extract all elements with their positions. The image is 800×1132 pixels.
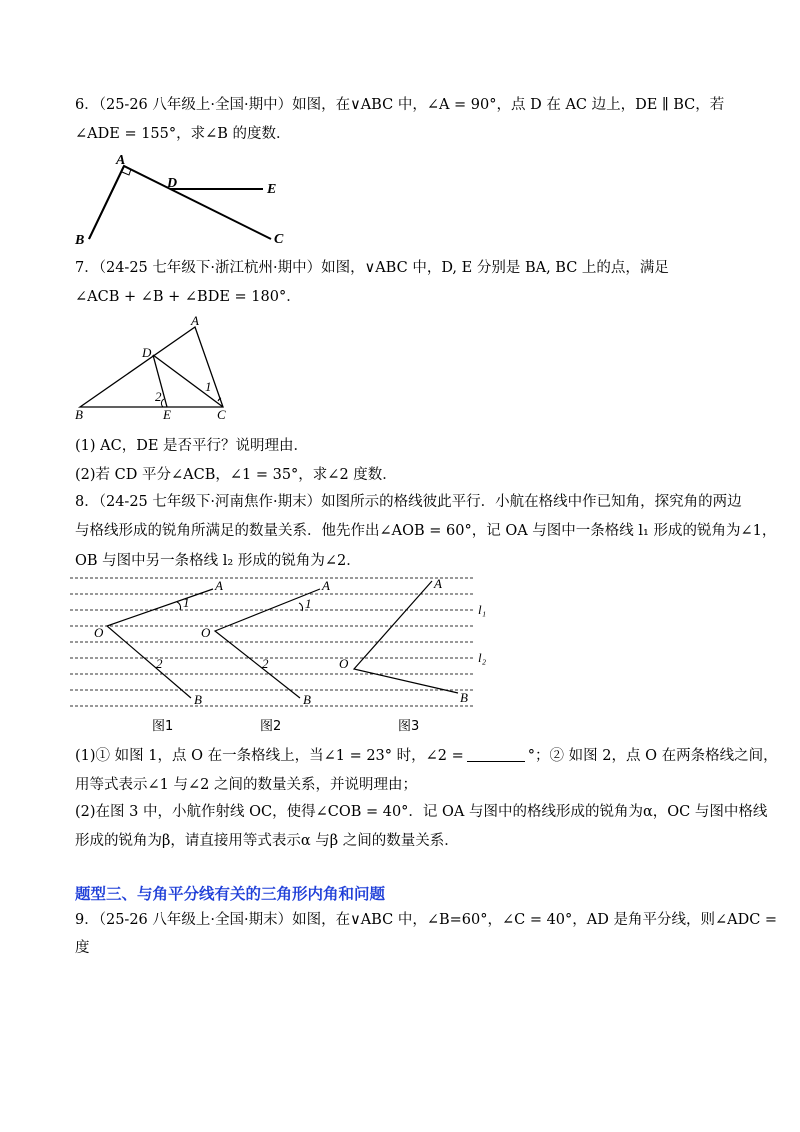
q7-label-D: D bbox=[142, 345, 152, 360]
q8-label-l1: l₁ bbox=[478, 602, 487, 617]
q6-label-D: D bbox=[167, 176, 178, 191]
q8-sub1-line1 bbox=[75, 746, 778, 766]
q8-fig2-label-2: 2 bbox=[262, 656, 269, 671]
q8-line1: 8．（24-25 七年级下·河南焦作·期末）如图所示的格线彼此平行．小航在格线中作已知角，探究角的两边 bbox=[75, 494, 742, 510]
q7-line1: 7．（24-25 七年级下·浙江杭州·期中）如图，∨ABC 中，D, E 分别是 BA, BC 上的点，满足 bbox=[75, 260, 669, 276]
q7-line2: ∠ACB + ∠B + ∠BDE = 180°． bbox=[75, 289, 301, 305]
q9-line1: 9．（25-26 八年级上·全国·期末）如图，在∨ABC 中，∠B=60°，∠C = 40°，AD 是角平分线，则∠ADC = bbox=[75, 912, 778, 928]
q8-caption-1: 图1 bbox=[152, 719, 174, 734]
q8-fig3-label-O: O bbox=[339, 656, 349, 671]
q8-fig1-label-2: 2 bbox=[156, 656, 163, 671]
section-heading-3: 题型三、与角平分线有关的三角形内角和问题 bbox=[75, 885, 386, 903]
q8-fig1-label-A: A bbox=[215, 578, 223, 593]
q8-sub2-line1: (2)在图 3 中，小航作射线 OC，使得∠COB = 40°．记 OA 与图中的格线形成的锐角为α，OC 与图中格线 bbox=[75, 804, 768, 820]
q7-figure bbox=[75, 315, 255, 420]
q6-label-E: E bbox=[267, 182, 277, 197]
q7-label-A: A bbox=[191, 313, 199, 328]
q8-fig3-label-A: A bbox=[434, 576, 442, 591]
q6-line2: ∠ADE = 155°，求∠B 的度数． bbox=[75, 126, 291, 142]
q6-line1: 6．（25-26 八年级上·全国·期中）如图，在∨ABC 中，∠A = 90°，点 D 在 AC 边上，DE ∥ BC，若 bbox=[75, 97, 725, 113]
q7-label-1: 1 bbox=[205, 379, 212, 394]
q8-fig1-label-1: 1 bbox=[183, 595, 190, 610]
q8-answer-blank[interactable] bbox=[467, 747, 525, 762]
q8-label-l2: l₂ bbox=[478, 650, 487, 665]
q7-label-B: B bbox=[75, 407, 83, 422]
q8-fig2-label-B: B bbox=[303, 692, 311, 707]
q8-fig2-label-A: A bbox=[322, 578, 330, 593]
q8-caption-2: 图2 bbox=[260, 719, 282, 734]
q8-fig2-label-1: 1 bbox=[305, 596, 312, 611]
q8-line3: OB 与图中另一条格线 l₂ 形成的锐角为∠2． bbox=[75, 553, 361, 569]
q6-figure bbox=[75, 150, 315, 250]
q6-label-B: B bbox=[75, 233, 85, 248]
q7-label-E: E bbox=[163, 407, 171, 422]
q7-label-C: C bbox=[217, 407, 226, 422]
q8-sub1-line2: 用等式表示∠1 与∠2 之间的数量关系，并说明理由； bbox=[75, 777, 417, 793]
q7-sub1: (1) AC，DE 是否平行？说明理由． bbox=[75, 438, 309, 454]
q8-sub2-line2: 形成的锐角为β，请直接用等式表示α 与β 之间的数量关系． bbox=[75, 833, 459, 849]
q8-fig1-label-O: O bbox=[94, 625, 104, 640]
q8-fig3-label-B: B bbox=[460, 690, 468, 705]
q8-sub1-part-a: (1)① 如图 1，点 O 在一条格线上，当∠1 = 23° 时，∠2 = bbox=[75, 748, 464, 764]
q8-sub1-part-b: °；② 如图 2，点 O 在两条格线之间， bbox=[527, 748, 778, 764]
q8-fig2-label-O: O bbox=[201, 625, 211, 640]
q7-label-2: 2 bbox=[155, 389, 162, 404]
q6-label-C: C bbox=[274, 232, 284, 247]
q8-line2: 与格线形成的锐角所满足的数量关系．他先作出∠AOB = 60°，记 OA 与图中一条格线 l₁ 形成的锐角为∠1， bbox=[75, 523, 777, 539]
q8-fig1-label-B: B bbox=[194, 692, 202, 707]
q7-sub2: (2)若 CD 平分∠ACB，∠1 = 35°，求∠2 度数． bbox=[75, 467, 397, 483]
q6-label-A: A bbox=[116, 153, 126, 168]
q9-line2: 度 bbox=[75, 940, 90, 956]
q8-caption-3: 图3 bbox=[398, 719, 420, 734]
q8-figure bbox=[70, 575, 490, 735]
